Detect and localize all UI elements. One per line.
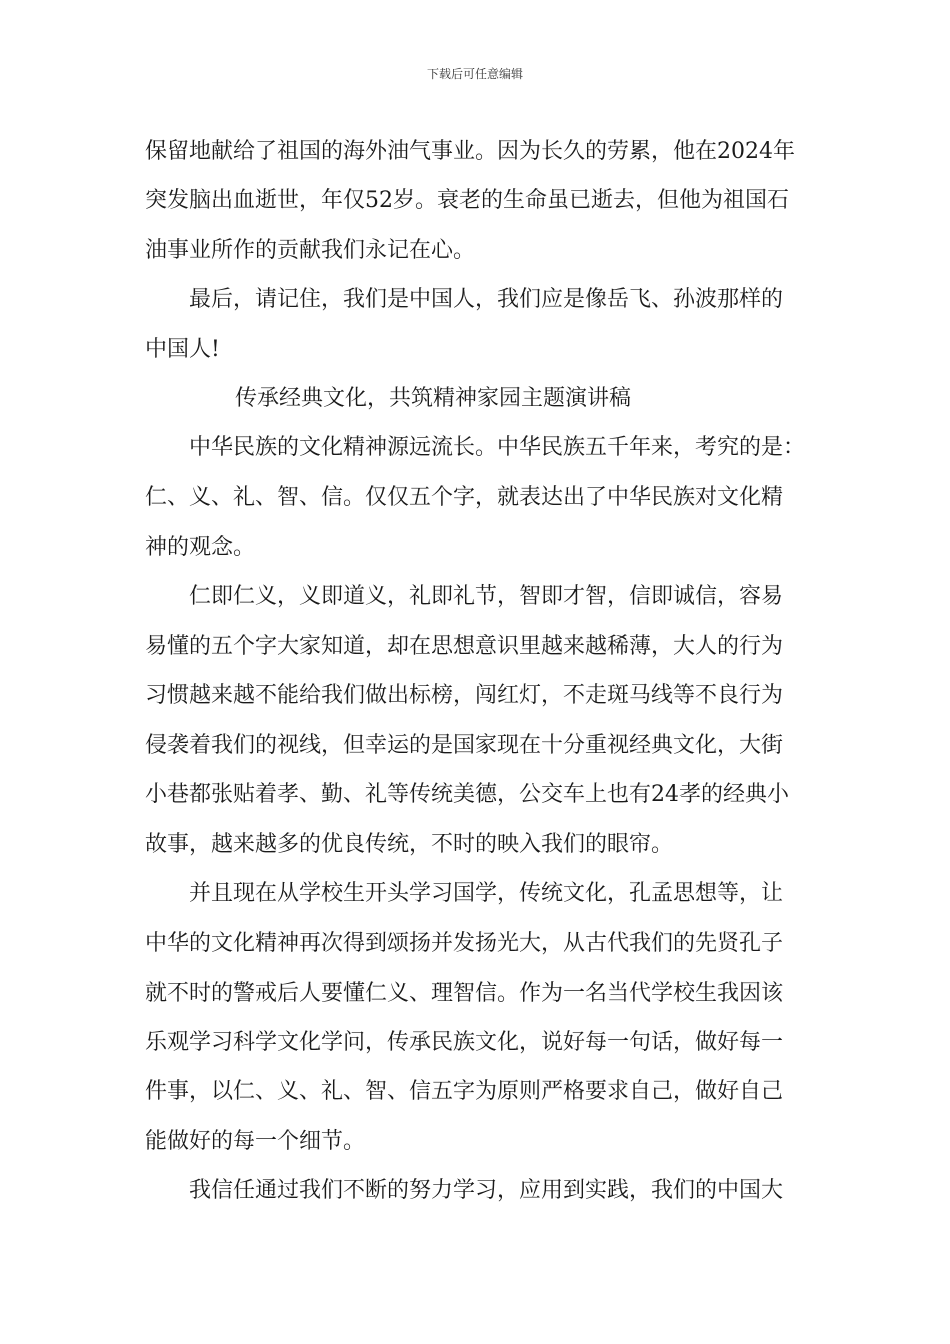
text-line: 件事，以仁、义、礼、智、信五字为原则严格要求自己，做好自己 [145,1079,784,1104]
text-line: 易懂的五个字大家知道，却在思想意识里越来越稀薄，大人的行为 [145,634,784,659]
text-line: 能做好的每一个细节。 [145,1129,366,1154]
text-line: 仁、义、礼、智、信。仅仅五个字，就表达出了中华民族对文化精 [145,485,784,510]
text-line: 故事，越来越多的优良传统，不时的映入我们的眼帘。 [145,832,674,857]
text-line: 突发脑出血逝世，年仅52岁。衰老的生命虽已逝去，但他为祖国石 [145,188,789,213]
text-line: 习惯越来越不能给我们做出标榜，闯红灯，不走斑马线等不良行为 [145,683,784,708]
text-line: 小巷都张贴着孝、勤、礼等传统美德，公交车上也有24孝的经典小 [145,782,789,807]
text-line: 中华民族的文化精神源远流长。中华民族五千年来，考究的是： [189,435,806,460]
text-line: 侵袭着我们的视线，但幸运的是国家现在十分重视经典文化，大街 [145,733,784,758]
speech-title: 传承经典文化，共筑精神家园主题演讲稿 [235,386,632,411]
page-header: 下载后可任意编辑 [426,67,523,81]
text-line: 我信任通过我们不断的努力学习，应用到实践，我们的中国大 [189,1178,784,1203]
text-line: 神的观念。 [145,535,256,560]
text-line: 并且现在从学校生开头学习国学，传统文化，孔孟思想等，让 [189,881,784,906]
text-line: 油事业所作的贡献我们永记在心。 [145,238,476,263]
text-line: 就不时的警戒后人要懂仁义、理智信。作为一名当代学校生我因该 [145,981,784,1006]
text-line: 保留地献给了祖国的海外油气事业。因为长久的劳累，他在2024年 [145,139,795,164]
text-line: 中华的文化精神再次得到颂扬并发扬光大，从古代我们的先贤孔子 [145,931,784,956]
text-line: 乐观学习科学文化学问，传承民族文化，说好每一句话，做好每一 [145,1030,784,1055]
text-line: 中国人! [145,337,220,362]
text-line: 仁即仁义，义即道义，礼即礼节，智即才智，信即诚信，容易 [189,584,784,609]
text-line: 最后，请记住，我们是中国人，我们应是像岳飞、孙波那样的 [189,287,784,312]
